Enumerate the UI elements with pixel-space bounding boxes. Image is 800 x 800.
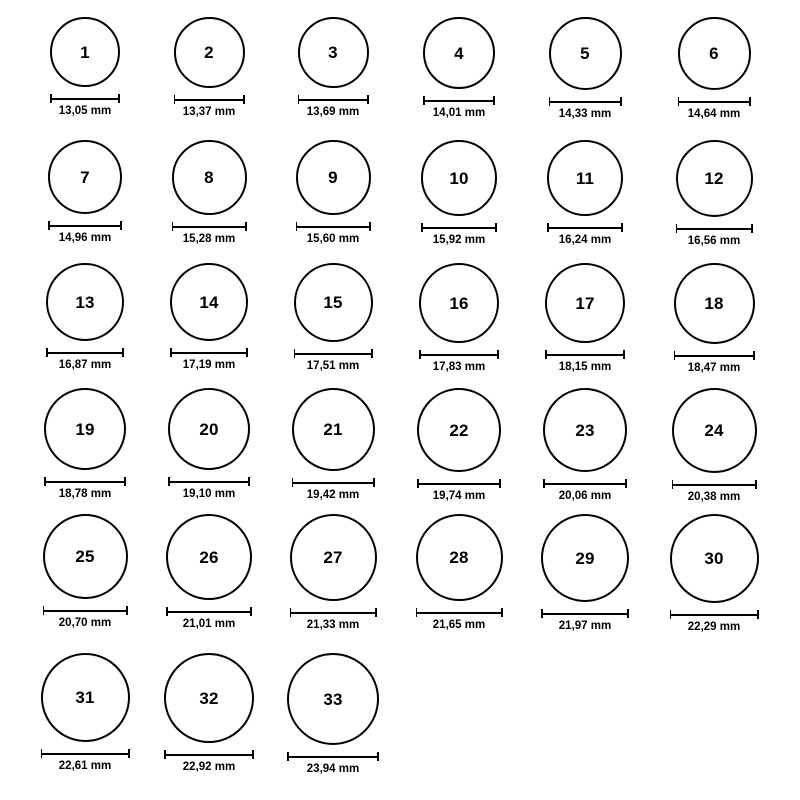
ring-circle bbox=[670, 514, 759, 603]
ring-size-number: 24 bbox=[704, 421, 724, 440]
ring-size-number: 1 bbox=[80, 42, 90, 62]
ring-size-cell bbox=[271, 17, 395, 119]
ring-size-number: 16 bbox=[449, 293, 469, 313]
ring-size-cell bbox=[523, 17, 647, 121]
ring-size-cell bbox=[397, 388, 521, 503]
measure-bar bbox=[46, 352, 124, 354]
diameter-label: 23,94 mm bbox=[306, 763, 360, 775]
diameter-label: 19,42 mm bbox=[306, 489, 360, 501]
ring-size-cell bbox=[23, 653, 147, 773]
measure-tick-left bbox=[678, 97, 680, 106]
measure-tick-right bbox=[757, 610, 759, 619]
ring-size-number: 32 bbox=[199, 688, 219, 708]
ring-size-number: 20 bbox=[199, 419, 219, 439]
ring-size-number: 30 bbox=[704, 549, 724, 568]
diameter-measure-line bbox=[46, 348, 124, 357]
ring-size-number: 7 bbox=[80, 167, 90, 187]
diameter-label: 18,47 mm bbox=[687, 362, 741, 374]
measure-tick-right bbox=[627, 609, 629, 618]
measure-tick-left bbox=[46, 348, 48, 357]
measure-tick-left bbox=[41, 749, 43, 758]
ring-size-cell bbox=[147, 514, 271, 631]
measure-bar bbox=[166, 611, 252, 613]
measure-tick-left bbox=[543, 479, 545, 488]
diameter-label: 22,61 mm bbox=[58, 760, 112, 772]
ring-size-cell bbox=[23, 17, 147, 118]
measure-tick-right bbox=[493, 96, 495, 105]
diameter-measure-line bbox=[670, 610, 759, 619]
diameter-label: 14,33 mm bbox=[558, 108, 612, 120]
diameter-label: 21,01 mm bbox=[182, 618, 236, 630]
diameter-label: 19,10 mm bbox=[182, 488, 236, 500]
ring-circle bbox=[168, 388, 250, 470]
measure-tick-left bbox=[416, 608, 418, 617]
diameter-label: 22,29 mm bbox=[687, 621, 741, 633]
diameter-measure-line bbox=[417, 479, 501, 488]
ring-size-number: 25 bbox=[75, 547, 95, 566]
diameter-label: 16,56 mm bbox=[687, 235, 741, 247]
measure-tick-right bbox=[497, 350, 499, 359]
measure-tick-left bbox=[172, 222, 174, 231]
ring-size-cell bbox=[523, 263, 647, 374]
measure-bar bbox=[294, 353, 373, 355]
diameter-measure-line bbox=[294, 349, 373, 358]
measure-bar bbox=[290, 612, 377, 614]
diameter-measure-line bbox=[174, 95, 245, 104]
ring-circle bbox=[164, 653, 254, 743]
diameter-label: 19,74 mm bbox=[432, 490, 486, 502]
ring-circle bbox=[298, 17, 369, 88]
measure-bar bbox=[44, 481, 126, 483]
ring-circle bbox=[674, 263, 755, 344]
ring-size-number: 6 bbox=[709, 44, 719, 63]
measure-tick-left bbox=[549, 97, 551, 106]
ring-size-number: 29 bbox=[575, 548, 595, 568]
ring-circle bbox=[416, 514, 503, 601]
ring-size-cell bbox=[23, 140, 147, 245]
diameter-measure-line bbox=[290, 608, 377, 617]
diameter-measure-line bbox=[672, 480, 757, 489]
ring-size-cell bbox=[652, 263, 776, 375]
diameter-measure-line bbox=[421, 223, 497, 232]
ring-size-number: 11 bbox=[575, 168, 595, 188]
ring-circle bbox=[421, 140, 497, 216]
diameter-measure-line bbox=[545, 350, 625, 359]
ring-size-cell bbox=[271, 388, 395, 502]
diameter-label: 16,24 mm bbox=[558, 234, 612, 246]
diameter-measure-line bbox=[296, 222, 371, 231]
measure-bar bbox=[417, 483, 501, 485]
measure-bar bbox=[543, 483, 627, 485]
measure-tick-right bbox=[250, 607, 252, 616]
measure-tick-left bbox=[547, 223, 549, 232]
ring-size-number: 31 bbox=[75, 688, 95, 707]
ring-size-number: 18 bbox=[704, 294, 724, 313]
ring-circle bbox=[541, 514, 629, 602]
ring-circle bbox=[170, 263, 248, 341]
measure-tick-right bbox=[749, 97, 751, 106]
measure-bar bbox=[547, 227, 623, 229]
measure-tick-right bbox=[621, 223, 623, 232]
measure-tick-left bbox=[545, 350, 547, 359]
diameter-label: 20,38 mm bbox=[687, 491, 741, 503]
measure-tick-right bbox=[369, 222, 371, 231]
diameter-label: 15,92 mm bbox=[432, 234, 486, 246]
diameter-measure-line bbox=[547, 223, 623, 232]
ring-size-cell bbox=[652, 514, 776, 634]
diameter-measure-line bbox=[292, 478, 375, 487]
measure-tick-right bbox=[124, 477, 126, 486]
ring-size-cell bbox=[23, 263, 147, 372]
measure-tick-left bbox=[287, 752, 289, 761]
ring-size-cell bbox=[23, 388, 147, 501]
measure-bar bbox=[541, 613, 629, 615]
diameter-measure-line bbox=[41, 749, 130, 758]
diameter-label: 21,65 mm bbox=[432, 619, 486, 631]
ring-circle bbox=[672, 388, 757, 473]
measure-tick-left bbox=[423, 96, 425, 105]
ring-circle bbox=[43, 514, 128, 599]
measure-tick-right bbox=[367, 95, 369, 104]
measure-tick-left bbox=[164, 750, 166, 759]
ring-size-number: 10 bbox=[449, 168, 469, 188]
measure-tick-right bbox=[751, 224, 753, 233]
measure-tick-left bbox=[672, 480, 674, 489]
measure-bar bbox=[419, 354, 499, 356]
measure-bar bbox=[296, 226, 371, 228]
ring-circle bbox=[545, 263, 625, 343]
ring-circle bbox=[172, 140, 247, 215]
ring-size-cell bbox=[397, 140, 521, 247]
measure-bar bbox=[50, 98, 120, 100]
ring-circle bbox=[676, 140, 753, 217]
measure-tick-right bbox=[753, 351, 755, 360]
diameter-measure-line bbox=[168, 477, 250, 486]
measure-tick-right bbox=[375, 608, 377, 617]
measure-tick-right bbox=[126, 606, 128, 615]
ring-size-cell bbox=[271, 140, 395, 246]
ring-size-number: 5 bbox=[580, 44, 590, 63]
diameter-measure-line bbox=[166, 607, 252, 616]
ring-size-number: 28 bbox=[449, 548, 469, 567]
ring-size-cell bbox=[523, 514, 647, 633]
measure-bar bbox=[287, 756, 379, 758]
ring-size-cell bbox=[652, 388, 776, 504]
ring-size-cell bbox=[523, 388, 647, 503]
diameter-measure-line bbox=[416, 608, 503, 617]
measure-tick-left bbox=[48, 221, 50, 230]
ring-circle bbox=[174, 17, 245, 88]
diameter-measure-line bbox=[541, 609, 629, 618]
measure-tick-right bbox=[623, 350, 625, 359]
diameter-label: 13,37 mm bbox=[182, 106, 236, 118]
measure-tick-left bbox=[421, 223, 423, 232]
diameter-measure-line bbox=[678, 97, 751, 106]
diameter-measure-line bbox=[170, 348, 248, 357]
diameter-label: 18,15 mm bbox=[558, 361, 612, 373]
ring-size-cell bbox=[147, 653, 271, 774]
measure-bar bbox=[43, 610, 128, 612]
diameter-measure-line bbox=[48, 221, 122, 230]
diameter-measure-line bbox=[298, 95, 369, 104]
measure-tick-right bbox=[252, 750, 254, 759]
diameter-label: 15,28 mm bbox=[182, 233, 236, 245]
measure-bar bbox=[678, 101, 751, 103]
measure-tick-right bbox=[371, 349, 373, 358]
diameter-label: 17,19 mm bbox=[182, 359, 236, 371]
measure-tick-left bbox=[541, 609, 543, 618]
measure-tick-right bbox=[245, 222, 247, 231]
diameter-label: 13,69 mm bbox=[306, 106, 360, 118]
diameter-label: 14,01 mm bbox=[432, 107, 486, 119]
ring-size-cell bbox=[271, 653, 395, 776]
ring-circle bbox=[419, 263, 499, 343]
diameter-label: 21,97 mm bbox=[558, 620, 612, 632]
measure-bar bbox=[48, 225, 122, 227]
measure-bar bbox=[545, 354, 625, 356]
ring-size-cell bbox=[397, 263, 521, 374]
ring-circle bbox=[50, 17, 120, 87]
measure-tick-left bbox=[294, 349, 296, 358]
measure-tick-left bbox=[166, 607, 168, 616]
ring-size-cell bbox=[397, 17, 521, 120]
diameter-measure-line bbox=[44, 477, 126, 486]
ring-size-cell bbox=[147, 263, 271, 372]
ring-size-number: 23 bbox=[575, 420, 595, 440]
measure-tick-left bbox=[50, 94, 52, 103]
diameter-label: 21,33 mm bbox=[306, 619, 360, 631]
diameter-label: 17,51 mm bbox=[306, 360, 360, 372]
diameter-measure-line bbox=[287, 752, 379, 761]
measure-tick-left bbox=[290, 608, 292, 617]
ring-circle bbox=[294, 263, 373, 342]
measure-bar bbox=[170, 352, 248, 354]
measure-tick-left bbox=[676, 224, 678, 233]
measure-bar bbox=[172, 226, 247, 228]
measure-bar bbox=[41, 753, 130, 755]
ring-size-number: 8 bbox=[204, 168, 214, 187]
ring-size-number: 14 bbox=[199, 292, 219, 312]
ring-circle bbox=[549, 17, 622, 90]
ring-size-number: 33 bbox=[323, 689, 343, 709]
measure-tick-left bbox=[170, 348, 172, 357]
ring-size-cell bbox=[147, 140, 271, 246]
diameter-label: 16,87 mm bbox=[58, 359, 112, 371]
ring-size-cell bbox=[271, 263, 395, 373]
diameter-label: 15,60 mm bbox=[306, 233, 360, 245]
measure-tick-left bbox=[174, 95, 176, 104]
measure-tick-left bbox=[168, 477, 170, 486]
ring-circle bbox=[543, 388, 627, 472]
measure-bar bbox=[672, 484, 757, 486]
diameter-measure-line bbox=[164, 750, 254, 759]
diameter-measure-line bbox=[423, 96, 495, 105]
diameter-measure-line bbox=[50, 94, 120, 103]
measure-tick-right bbox=[755, 480, 757, 489]
measure-tick-right bbox=[128, 749, 130, 758]
ring-circle bbox=[48, 140, 122, 214]
diameter-measure-line bbox=[419, 350, 499, 359]
measure-bar bbox=[423, 100, 495, 102]
diameter-label: 13,05 mm bbox=[58, 105, 112, 117]
ring-size-number: 13 bbox=[75, 292, 95, 312]
diameter-label: 14,64 mm bbox=[687, 108, 741, 120]
ring-size-number: 9 bbox=[328, 168, 338, 187]
ring-size-cell bbox=[397, 514, 521, 632]
measure-tick-right bbox=[248, 477, 250, 486]
ring-size-number: 22 bbox=[449, 420, 469, 440]
measure-tick-right bbox=[118, 94, 120, 103]
ring-circle bbox=[44, 388, 126, 470]
ring-size-cell bbox=[147, 388, 271, 501]
ring-size-cell bbox=[652, 17, 776, 121]
diameter-label: 17,83 mm bbox=[432, 361, 486, 373]
measure-tick-right bbox=[499, 479, 501, 488]
diameter-label: 18,78 mm bbox=[58, 488, 112, 500]
ring-circle bbox=[547, 140, 623, 216]
ring-circle bbox=[423, 17, 495, 89]
ring-size-number: 21 bbox=[323, 420, 343, 439]
ring-circle bbox=[46, 263, 124, 341]
measure-tick-left bbox=[298, 95, 300, 104]
ring-size-number: 27 bbox=[323, 548, 343, 567]
measure-tick-right bbox=[120, 221, 122, 230]
measure-bar bbox=[676, 228, 753, 230]
measure-tick-left bbox=[43, 606, 45, 615]
ring-circle bbox=[41, 653, 130, 742]
measure-bar bbox=[168, 481, 250, 483]
measure-tick-left bbox=[674, 351, 676, 360]
measure-tick-right bbox=[377, 752, 379, 761]
ring-circle bbox=[287, 653, 379, 745]
diameter-label: 20,06 mm bbox=[558, 490, 612, 502]
diameter-measure-line bbox=[43, 606, 128, 615]
measure-tick-left bbox=[292, 478, 294, 487]
diameter-label: 14,96 mm bbox=[58, 232, 112, 244]
measure-tick-right bbox=[373, 478, 375, 487]
ring-size-number: 19 bbox=[75, 419, 95, 439]
measure-bar bbox=[164, 754, 254, 756]
ring-size-number: 15 bbox=[323, 293, 343, 312]
ring-circle bbox=[292, 388, 375, 471]
measure-bar bbox=[298, 99, 369, 101]
measure-tick-left bbox=[419, 350, 421, 359]
measure-tick-right bbox=[625, 479, 627, 488]
measure-bar bbox=[549, 101, 622, 103]
ring-size-cell bbox=[271, 514, 395, 632]
measure-tick-right bbox=[495, 223, 497, 232]
measure-tick-left bbox=[417, 479, 419, 488]
diameter-label: 20,70 mm bbox=[58, 617, 112, 629]
ring-size-cell bbox=[523, 140, 647, 247]
ring-size-number: 17 bbox=[575, 293, 595, 313]
diameter-measure-line bbox=[674, 351, 755, 360]
measure-bar bbox=[292, 482, 375, 484]
measure-tick-left bbox=[44, 477, 46, 486]
measure-tick-left bbox=[296, 222, 298, 231]
ring-size-number: 12 bbox=[704, 169, 724, 188]
diameter-measure-line bbox=[549, 97, 622, 106]
measure-bar bbox=[421, 227, 497, 229]
measure-tick-right bbox=[122, 348, 124, 357]
measure-bar bbox=[674, 355, 755, 357]
ring-size-number: 4 bbox=[454, 43, 464, 63]
measure-bar bbox=[670, 614, 759, 616]
ring-size-number: 3 bbox=[328, 43, 338, 62]
ring-size-cell bbox=[147, 17, 271, 119]
ring-circle bbox=[417, 388, 501, 472]
ring-size-cell bbox=[652, 140, 776, 248]
measure-tick-right bbox=[246, 348, 248, 357]
diameter-measure-line bbox=[543, 479, 627, 488]
ring-circle bbox=[166, 514, 252, 600]
measure-tick-right bbox=[501, 608, 503, 617]
measure-tick-right bbox=[243, 95, 245, 104]
diameter-measure-line bbox=[676, 224, 753, 233]
measure-tick-right bbox=[620, 97, 622, 106]
measure-tick-left bbox=[670, 610, 672, 619]
ring-size-cell bbox=[23, 514, 147, 630]
measure-bar bbox=[174, 99, 245, 101]
diameter-measure-line bbox=[172, 222, 247, 231]
ring-circle bbox=[678, 17, 751, 90]
measure-bar bbox=[416, 612, 503, 614]
ring-circle bbox=[296, 140, 371, 215]
ring-circle bbox=[290, 514, 377, 601]
ring-size-number: 26 bbox=[199, 547, 219, 567]
ring-size-number: 2 bbox=[204, 43, 214, 62]
diameter-label: 22,92 mm bbox=[182, 761, 236, 773]
